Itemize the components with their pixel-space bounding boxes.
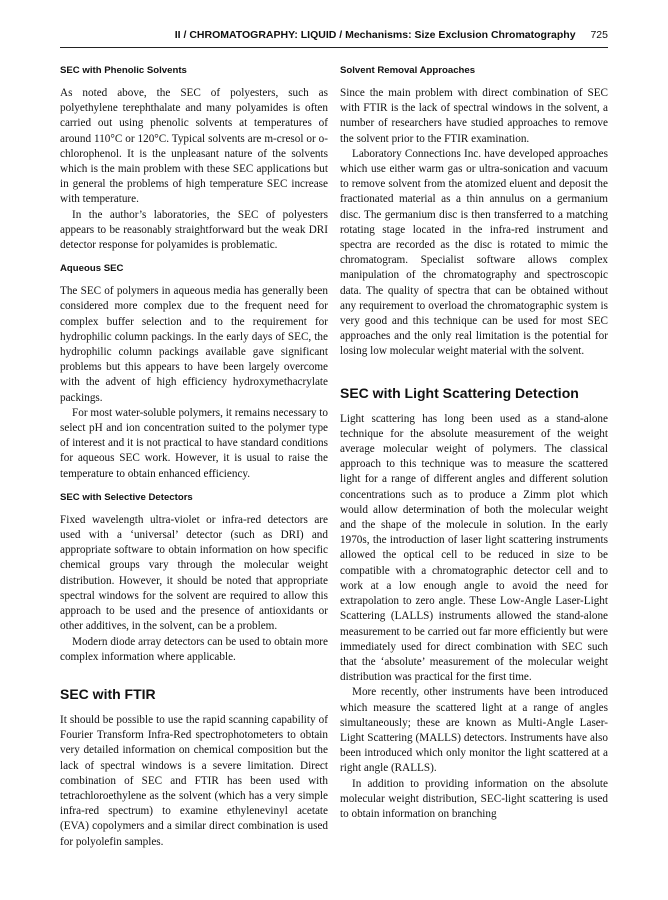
heading-sec-with-ftir: SEC with FTIR <box>60 685 156 702</box>
paragraph: In addition to providing information on the absolute molecular weight distribution, SEC-light scattering is used to obtain information on branching <box>340 777 608 820</box>
paragraph: Fixed wavelength ultra-violet or infra-red detectors are used with a ‘universal’ detector (such as DRI) and appropriate software to obtain information on how specific chemical groups vary through the molecular weight distribution. However, it should be noted that appropriate spectral windows for the solvent are required to allow this approach to be used and the presence of antioxidants or other additives, in the solvent, can be a problem. <box>60 513 328 633</box>
left-column <box>60 64 328 850</box>
paragraph: It should be possible to use the rapid scanning capability of Fourier Transform Infra-Red spectrophotometers to obtain very detailed information on chemical composition but the lack of spectral windows is a severe limitation. Direct combination of SEC and FTIR has been used with tetrachloroethylene as the solvent (which has a very simple infra-red spectrum) to examine ethylenevinyl acetate (EVA) copolymers and a similar direct combination is used for polyolefin samples. <box>60 713 328 848</box>
paragraph: Light scattering has long been used as a stand-alone technique for the absolute measurement of the weight average molecular weight of polymers. The classical approach to this technique was to measure the scattered light for a range of different angles and different solution concentrations such as to produce a Zimm plot which would allow determination of both the molecular weight and the shape of the molecule in solution. In the early 1970s, the introduction of laser light scattering instruments allowed the optical cell to be reduced in size to be compatible with a chromatographic detector cell and to work at a low enough angle to avoid the need for extrapolation to zero angle. These Low-Angle Laser-Light Scattering (LALLS) instruments allowed the stand-alone measurement to be carried out far more efficiently but were immediately used for direct combination with SEC such that the ‘absolute’ measurement of the molecular weight distribution was practical for the first time. <box>340 412 608 684</box>
running-title: II / CHROMATOGRAPHY: LIQUID / Mechanisms: Size Exclusion Chromatography <box>174 29 576 41</box>
paragraph: More recently, other instruments have been introduced which measure the scattered light at a range of angles simultaneously; these are known as Multi-Angle Laser-Light Scattering (MALLS) detectors. Instruments have also been introduced which only monitor the light scattered at a right angle (RALLS). <box>340 686 608 775</box>
running-header <box>60 26 608 48</box>
right-column <box>340 64 608 822</box>
heading-solvent-removal: Solvent Removal Approaches <box>340 65 476 76</box>
heading-phenolic-solvents: SEC with Phenolic Solvents <box>60 65 187 76</box>
paragraph: Modern diode array detectors can be used to obtain more complex information where applicable. <box>60 635 328 663</box>
paragraph: In the author’s laboratories, the SEC of polyesters appears to be reasonably straightforward but the weak DRI detector response for polyamides is problematic. <box>60 208 328 252</box>
heading-light-scattering: SEC with Light Scattering Detection <box>340 384 579 401</box>
paragraph: The SEC of polymers in aqueous media has generally been considered more complex due to the frequent need for complex buffer selection and to the requirement for hydrophilic column packings. In the early days of SEC, the hydrophilic column packings available gave significant problems but this appears to have been largely overcome with the advent of high efficiency hydroxymethacrylate packings. <box>60 285 328 404</box>
paragraph: For most water-soluble polymers, it remains necessary to select pH and ion concentration suited to the polymer type of interest and it is not practical to have standard conditions for aqueous SEC work. However, it is usual to raise the temperature to obtain enhanced efficiency. <box>60 406 328 480</box>
paragraph: Laboratory Connections Inc. have developed approaches which use either warm gas or ultra-sonication and vacuum to remove solvent from the atomized eluent and deposit the fractionated material as a thin annulus on a germanium disc. The germanium disc is then transferred to a matching rotating stage located in the infra-red instrument and spectra are recorded as the disc is rotated to mimic the chromatogram. Specialist software allows complex manipulation of the chromatography and spectroscopic data. The quality of spectra that can be obtained without any requirement to overload the chromatographic system is very good and this technique can be used for most SEC approaches and the only real limitation is the potential for losing low molecular weight material with the solvent. <box>340 147 608 358</box>
heading-selective-detectors: SEC with Selective Detectors <box>60 491 193 503</box>
paragraph: Since the main problem with direct combination of SEC with FTIR is the lack of spectral windows in the solvent, a number of researchers have studied approaches to remove the solvent prior to the FTIR examination. <box>340 87 608 145</box>
page-number: 725 <box>590 29 608 41</box>
paragraph: As noted above, the SEC of polyesters, such as polyethylene terephthalate and many polyamides is often carried out using phenolic solvents at temperatures of around 110°C or 120°C. Typical solvents are m-cresol or o-chlorophenol. It is the unpleasant nature of the solvents which is the main problem with these SEC applications but in general the problems of high temperature SEC increase with temperature. <box>60 87 328 206</box>
heading-aqueous-sec: Aqueous SEC <box>60 263 124 275</box>
